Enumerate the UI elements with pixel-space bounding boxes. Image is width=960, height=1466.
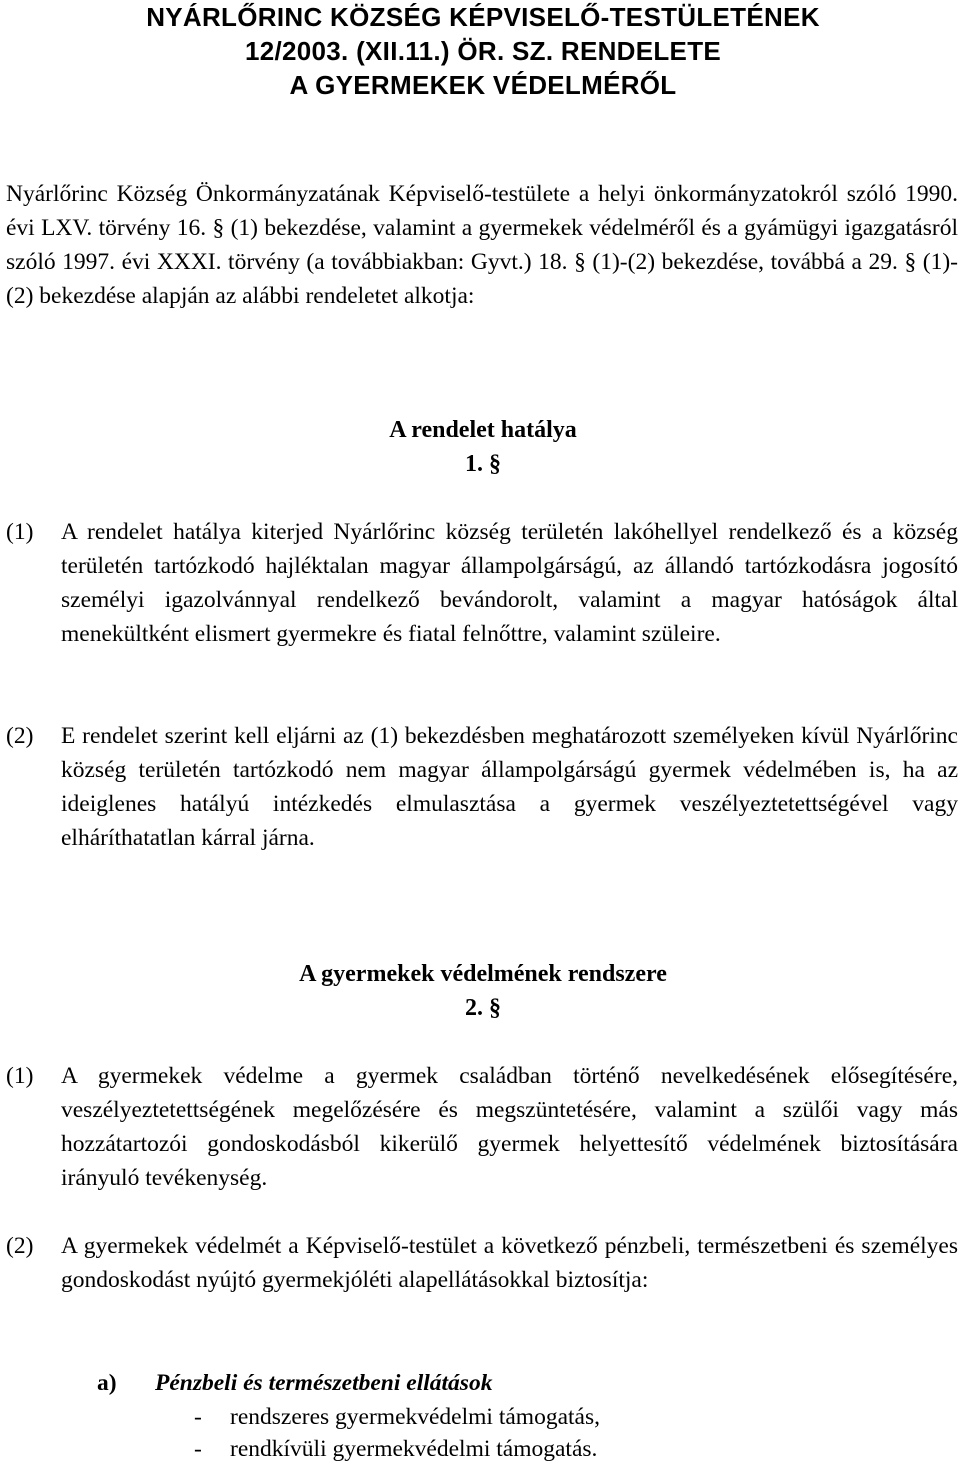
section-1-number: 1. §	[465, 451, 501, 477]
list-item	[194, 1432, 597, 1466]
list-item-text: rendkívüli gyermekvédelmi támogatás.	[230, 1436, 598, 1462]
paragraph-text: A gyermekek védelmét a Képviselő-testület a következő pénzbeli, természetbeni és személyes gondoskodást nyújtó gyermekjóléti alapellátásokkal biztosítja:	[61, 1233, 958, 1293]
paragraph-number: (2)	[6, 1233, 34, 1259]
paragraph-number: (1)	[6, 519, 34, 545]
paragraph-number: (2)	[6, 723, 34, 749]
intro-paragraph: Nyárlőrinc Község Önkormányzatának Képviselő-testülete a helyi önkormányzatokról szóló 1990. évi LXV. törvény 16. § (1) bekezdése, valamint a gyermekek védelméről és a gyámügyi igazgatásról szóló 1997. évi XXXI. törvény (a továbbiakban: Gyvt.) 18. § (1)-(2) bekezdése, továbbá a 29. § (1)-(2) bekezdése alapján az alábbi rendeletet alkotja:	[6, 181, 958, 309]
subsection-letter: a)	[97, 1370, 117, 1396]
paragraph-number: (1)	[6, 1063, 34, 1089]
paragraph-text: A rendelet hatálya kiterjed Nyárlőrinc község területén lakóhellyel rendelkező és a község területén tartózkodó hajléktalan magyar állampolgárságú, az állandó tartózkodásra jogosító személyi igazolvánnyal rendelkező bevándorolt, valamint a magyar hatóságok által menekültként elismert gyermekre és fiatal felnőttre, valamint szüleire.	[61, 519, 958, 647]
paragraph-text: E rendelet szerint kell eljárni az (1) bekezdésben meghatározott személyeken kívül Nyárlőrinc község területén tartózkodó nem magyar állampolgárságú gyermek védelmében is, ha az ideiglenes hatályú intézkedés elmulasztása a gyermek veszélyeztetettségével vagy elháríthatatlan kárral járna.	[61, 723, 958, 851]
section-2-number: 2. §	[465, 995, 501, 1021]
document-title-line-2: 12/2003. (XII.11.) ÖR. SZ. RENDELETE	[244, 36, 722, 66]
subsection-label: Pénzbeli és természetbeni ellátások	[155, 1370, 493, 1396]
subsection-a	[97, 1366, 493, 1400]
document-title-line-3: A GYERMEKEK VÉDELMÉRŐL	[289, 70, 677, 100]
list-dash: -	[194, 1436, 202, 1462]
paragraph-text: A gyermekek védelme a gyermek családban történő nevelkedésének elősegítésére, veszélyeztetettségének megelőzésére és megszüntetésére, valamint a szülői vagy más hozzátartozói gondoskodásból kikerülő gyermek helyettesítő védelmének biztosítására irányuló tevékenység.	[61, 1063, 958, 1191]
list-dash: -	[194, 1404, 202, 1430]
list-item-text: rendszeres gyermekvédelmi támogatás,	[230, 1404, 600, 1430]
list-item	[194, 1400, 600, 1434]
section-2-heading: A gyermekek védelmének rendszere	[299, 961, 667, 987]
document-title-line-1: NYÁRLŐRINC KÖZSÉG KÉPVISELŐ-TESTÜLETÉNEK	[146, 2, 820, 32]
section-1-heading: A rendelet hatálya	[389, 417, 577, 443]
